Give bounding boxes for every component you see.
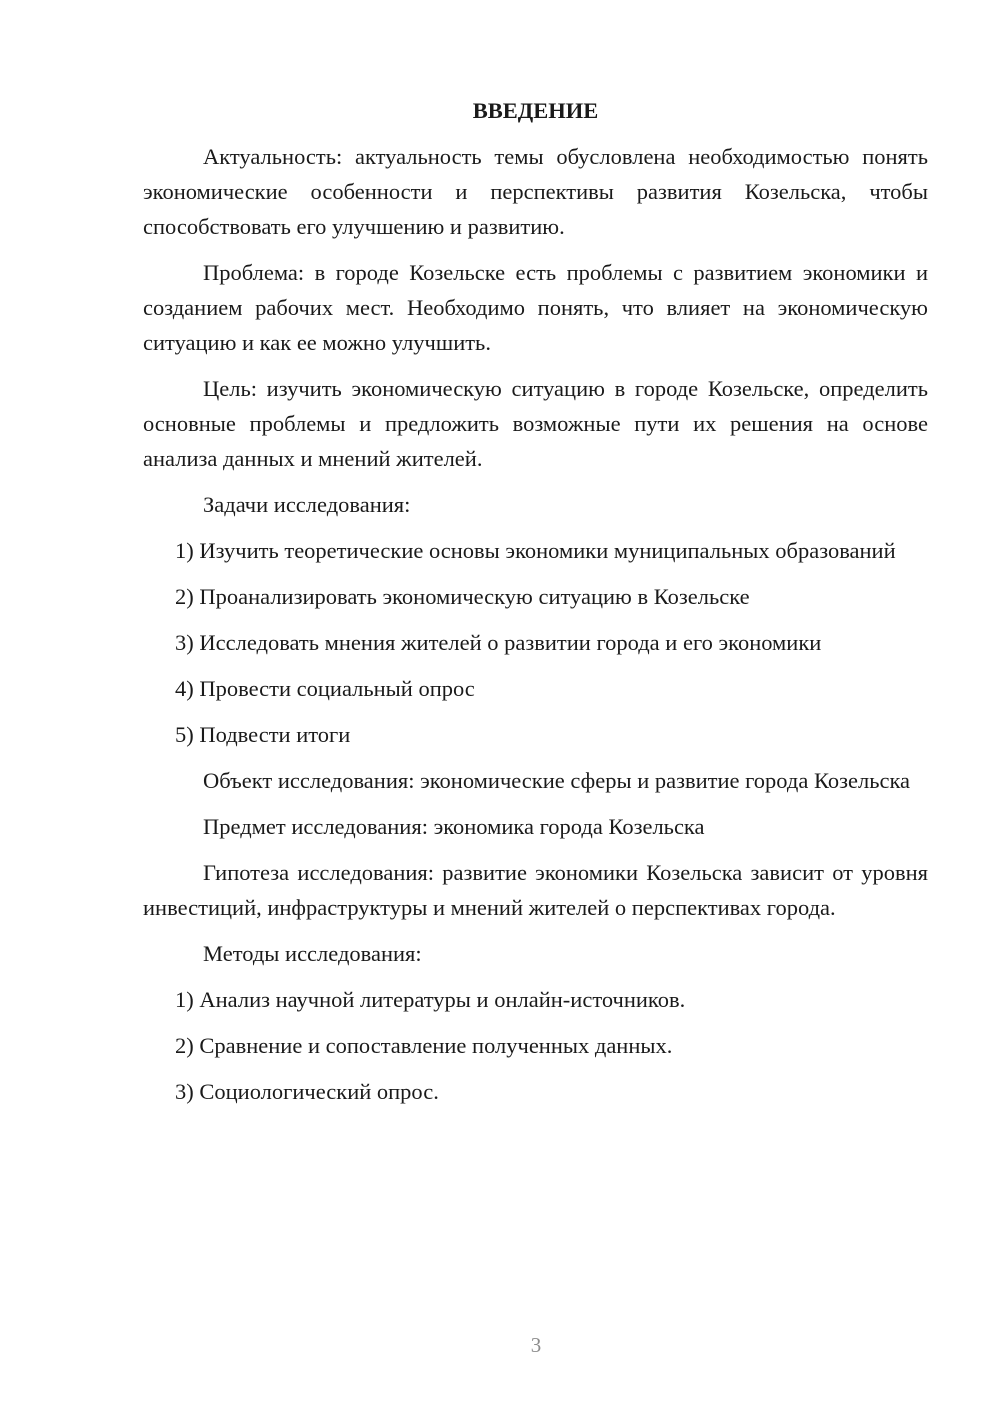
page-content [143,96,928,1120]
task-item: 3) Исследовать мнения жителей о развитии города и его экономики [175,630,822,655]
task-item: 1) Изучить теоретические основы экономики муниципальных образований [175,538,896,563]
page-title: ВВЕДЕНИЕ [472,98,599,123]
goal-paragraph: Цель: изучить экономическую ситуацию в городе Козельске, определить основные проблемы и предложить возможные пути их решения на основе анализа данных и мнений жителей. [143,376,928,471]
relevance-paragraph: Актуальность: актуальность темы обусловлена необходимостью понять экономические особенности и перспективы развития Козельска, чтобы способствовать его улучшению и развитию. [143,144,928,239]
method-item: 1) Анализ научной литературы и онлайн-источников. [175,987,686,1012]
object-paragraph: Объект исследования: экономические сферы и развитие города Козельска [203,768,911,793]
method-item: 3) Социологический опрос. [175,1079,439,1104]
methods-heading: Методы исследования: [203,941,422,966]
task-item: 4) Провести социальный опрос [175,676,475,701]
task-item: 5) Подвести итоги [175,722,351,747]
tasks-heading: Задачи исследования: [203,492,411,517]
method-item: 2) Сравнение и сопоставление полученных данных. [175,1033,673,1058]
subject-paragraph: Предмет исследования: экономика города Козельска [203,814,705,839]
hypothesis-paragraph: Гипотеза исследования: развитие экономики Козельска зависит от уровня инвестиций, инфраструктуры и мнений жителей о перспективах города. [143,860,928,920]
problem-paragraph: Проблема: в городе Козельске есть проблемы с развитием экономики и созданием рабочих мест. Необходимо понять, что влияет на экономическую ситуацию и как ее можно улучшить. [143,260,928,355]
task-item: 2) Проанализировать экономическую ситуацию в Козельске [175,584,750,609]
page-number: 3 [530,1333,542,1357]
